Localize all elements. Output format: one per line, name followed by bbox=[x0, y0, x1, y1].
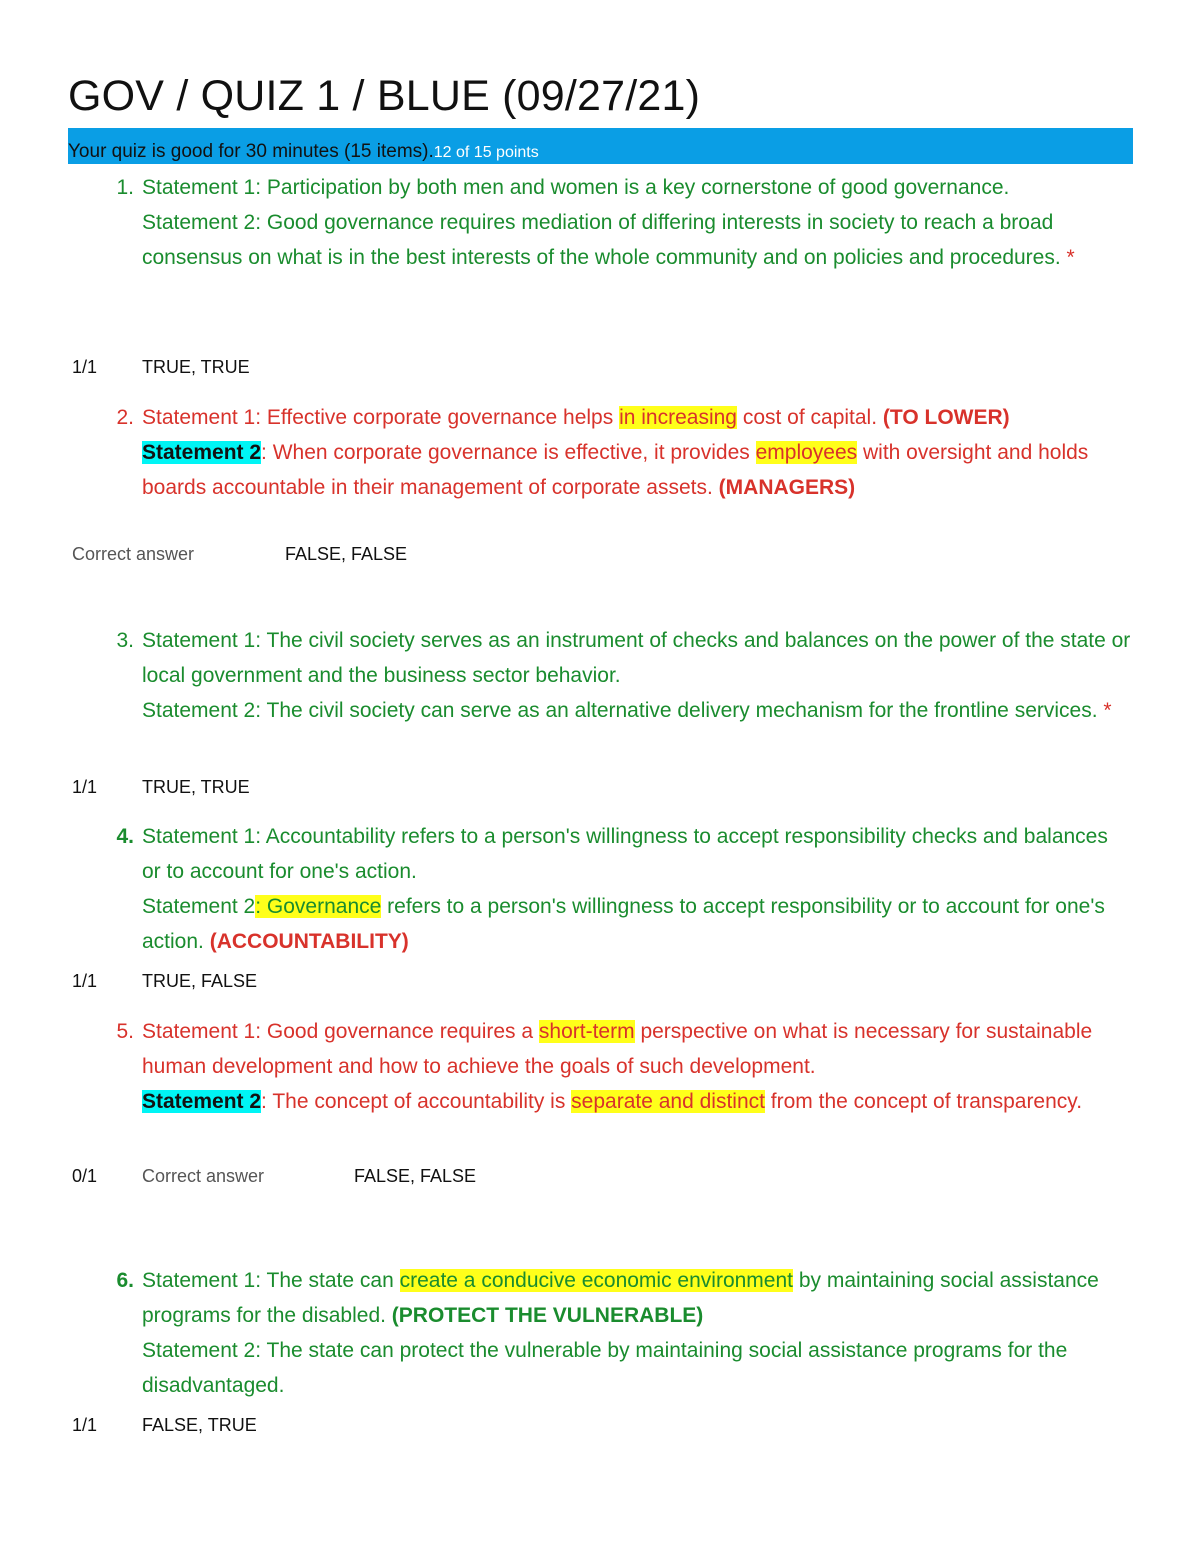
answer-q2: FALSE, FALSE bbox=[285, 544, 408, 564]
question-number: 2. bbox=[116, 406, 134, 429]
statement-1: Statement 1: The state can create a conducive economic environment by maintaining social assistance programs for the disabled. (PROTECT THE VULNERABLE) bbox=[142, 1269, 1099, 1327]
question-6 bbox=[116, 1263, 1132, 1403]
quiz-info-banner bbox=[68, 128, 1133, 164]
highlighted-error: separate and distinct bbox=[571, 1090, 765, 1113]
statement-2: Statement 2: The state can protect the vulnerable by maintaining social assistance programs for the disadvantaged. bbox=[142, 1339, 1068, 1397]
score-q3: 1/1 bbox=[72, 777, 98, 797]
page-title: GOV / QUIZ 1 / BLUE (09/27/21) bbox=[68, 72, 701, 120]
score-q4: 1/1 bbox=[72, 971, 98, 991]
question-number: 5. bbox=[116, 1020, 134, 1043]
statement-2: Statement 2: When corporate governance is effective, it provides employees with oversight and holds boards accountable in their management of corporate assets. (MANAGERS) bbox=[142, 441, 1089, 499]
correction-note: (TO LOWER) bbox=[882, 406, 1010, 429]
answer-q4: TRUE, FALSE bbox=[142, 971, 258, 991]
statement-2: Statement 2: Governance refers to a person's willingness to accept responsibility or to account for one's action. (ACCOUNTABILITY) bbox=[142, 895, 1105, 953]
question-number: 1. bbox=[116, 176, 134, 199]
answer-q1: TRUE, TRUE bbox=[142, 357, 250, 377]
score-q6: 1/1 bbox=[72, 1415, 98, 1435]
score-summary: 12 of 15 points bbox=[433, 144, 539, 161]
correct-answer-label: Correct answer bbox=[72, 544, 195, 564]
question-3 bbox=[116, 623, 1132, 728]
statement-label-highlight: Statement 2 bbox=[142, 441, 262, 464]
correct-answer-label: Correct answer bbox=[142, 1166, 265, 1186]
required-asterisk: * bbox=[1103, 699, 1112, 722]
highlighted-error: in increasing bbox=[619, 406, 737, 429]
correction-note: (PROTECT THE VULNERABLE) bbox=[391, 1304, 704, 1327]
highlighted-error: short-term bbox=[538, 1020, 635, 1043]
question-2 bbox=[116, 400, 1132, 505]
statement-1: Statement 1: The civil society serves as an instrument of checks and balances on the power of the state or local government and the business sector behavior. bbox=[142, 629, 1131, 687]
statement-2: Statement 2: Good governance requires mediation of differing interests in society to reach a broad consensus on what is in the best interests of the whole community and on policies and procedures. * bbox=[142, 211, 1075, 269]
score-q5: 0/1 bbox=[72, 1166, 98, 1186]
correction-note: (MANAGERS) bbox=[718, 476, 856, 499]
statement-2: Statement 2: The concept of accountability is separate and distinct from the concept of transparency. bbox=[142, 1090, 1083, 1113]
banner-text: Your quiz is good for 30 minutes (15 items). bbox=[68, 141, 434, 162]
highlighted-error: employees bbox=[755, 441, 858, 464]
statement-1: Statement 1: Participation by both men and women is a key cornerstone of good governance. bbox=[142, 176, 1010, 199]
score-q1: 1/1 bbox=[72, 357, 98, 377]
statement-1: Statement 1: Good governance requires a short-term perspective on what is necessary for sustainable human development and how to achieve the goals of such development. bbox=[142, 1020, 1093, 1078]
required-asterisk: * bbox=[1066, 246, 1075, 269]
question-number: 3. bbox=[116, 629, 134, 652]
question-number: 4. bbox=[116, 825, 134, 848]
question-1 bbox=[116, 170, 1132, 275]
question-number: 6. bbox=[116, 1269, 134, 1292]
statement-1: Statement 1: Effective corporate governance helps in increasing cost of capital. (TO LOWER) bbox=[142, 406, 1010, 429]
correction-note: (ACCOUNTABILITY) bbox=[209, 930, 409, 953]
highlighted-error: create a conducive economic environment bbox=[399, 1269, 793, 1292]
statement-label-highlight: Statement 2 bbox=[142, 1090, 262, 1113]
answer-q6: FALSE, TRUE bbox=[142, 1415, 257, 1435]
answer-q3: TRUE, TRUE bbox=[142, 777, 250, 797]
question-5 bbox=[116, 1014, 1132, 1119]
question-4 bbox=[116, 819, 1132, 959]
answer-q5: FALSE, FALSE bbox=[354, 1166, 477, 1186]
statement-1: Statement 1: Accountability refers to a person's willingness to accept responsibility checks and balances or to account for one's action. bbox=[142, 825, 1108, 883]
statement-2: Statement 2: The civil society can serve as an alternative delivery mechanism for the frontline services. * bbox=[142, 699, 1112, 722]
highlighted-error: : Governance bbox=[255, 895, 382, 918]
